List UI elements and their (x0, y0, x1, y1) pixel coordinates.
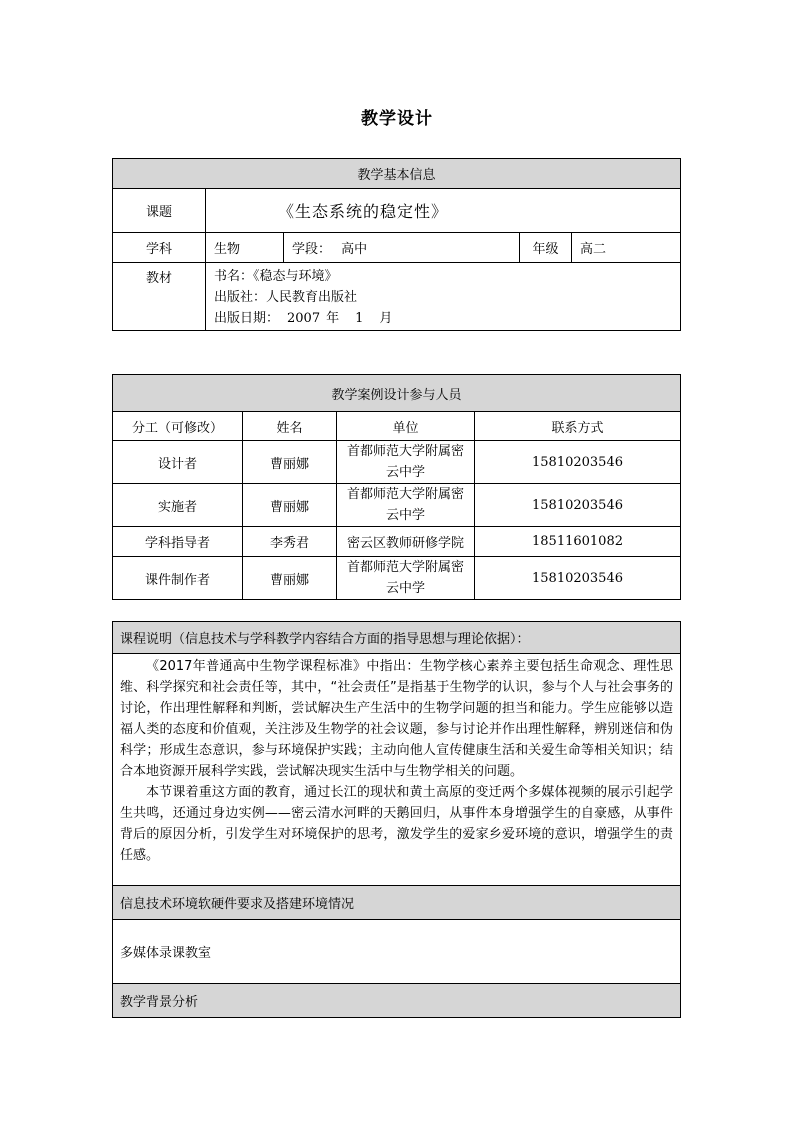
unit-line: 首都师范大学附属密 (346, 444, 464, 459)
textbook-label: 教材 (113, 263, 206, 331)
topic-value: 《生态系统的稳定性》 (206, 189, 681, 233)
course-description-body (113, 654, 681, 886)
topic-label: 课题 (113, 189, 206, 233)
grade-label: 年级 (520, 233, 572, 263)
unit-cell: 密云区教师研修学院 (337, 527, 475, 557)
grade-value: 高二 (572, 233, 681, 263)
phone-cell: 15810203546 (475, 441, 681, 484)
table-row (113, 527, 681, 557)
role-cell: 实施者 (113, 484, 243, 527)
basic-info-table (112, 158, 681, 331)
book-name: 书名：《稳态与环境》 (214, 269, 338, 284)
participants-header: 教学案例设计参与人员 (113, 375, 681, 412)
column-header: 分工（可修改） (113, 412, 243, 441)
stage-label: 学段： (292, 242, 332, 257)
role-cell: 课件制作者 (113, 557, 243, 600)
subject-value: 生物 (206, 233, 284, 263)
unit-cell (337, 441, 475, 484)
unit-line: 首都师范大学附属密 (346, 560, 464, 575)
course-paragraph-2: 本节课着重这方面的教育，通过长江的现状和黄土高原的变迁两个多媒体视频的展示引起学生共鸣，还通过身边实例——密云清水河畔的天鹅回归，从事件本身增强学生的自豪感，从事件背后的原因分析，引发学生对环境保护的思考，激发学生的爱家乡爱环境的意识，增强学生的责任感。 (120, 785, 673, 863)
unit-line: 首都师范大学附属密 (346, 487, 464, 502)
name-cell: 曹丽娜 (243, 484, 337, 527)
name-cell: 曹丽娜 (243, 441, 337, 484)
phone-cell: 15810203546 (475, 557, 681, 600)
publish-date (214, 308, 680, 329)
name-cell: 曹丽娜 (243, 557, 337, 600)
column-header: 联系方式 (475, 412, 681, 441)
course-paragraph-1: 《2017年普通高中生物学课程标准》中指出：生物学核心素养主要包括生命观念、理性思维、科学探究和社会责任等，其中，“社会责任”是指基于生物学的认识，参与个人与社会事务的讨论，作出理性解释和判断，尝试解决生产生活中的生物学问题的担当和能力。学生应能够以造福人类的态度和价值观，关注涉及生物学的社会议题，参与讨论并作出理性解释，辨别迷信和伪科学；形成生态意识，参与环境保护实践；主动向他人宣传健康生活和关爱生命等相关知识；结合本地资源开展科学实践，尝试解决现实生活中与生物学相关的问题。 (120, 659, 673, 779)
date-month-unit: 月 (379, 311, 393, 326)
subject-label: 学科 (113, 233, 206, 263)
role-cell: 学科指导者 (113, 527, 243, 557)
teaching-background-header: 教学背景分析 (113, 984, 681, 1018)
role-cell: 设计者 (113, 441, 243, 484)
phone-cell: 18511601082 (475, 527, 681, 557)
textbook-info (206, 263, 681, 331)
environment-header: 信息技术环境软硬件要求及搭建环境情况 (113, 886, 681, 920)
name-cell: 李秀君 (243, 527, 337, 557)
table-row (113, 557, 681, 600)
unit-line: 云中学 (385, 508, 425, 523)
date-month: 1 (355, 311, 364, 326)
basic-info-header: 教学基本信息 (113, 159, 681, 189)
publisher: 出版社：人民教育出版社 (214, 290, 358, 305)
date-label: 出版日期： (214, 311, 280, 326)
unit-cell (337, 484, 475, 527)
stage-cell (284, 233, 520, 263)
date-year: 2007 (287, 311, 321, 326)
course-description-table (112, 621, 681, 1018)
stage-value: 高中 (341, 242, 368, 257)
unit-line: 云中学 (385, 581, 425, 596)
participants-table (112, 374, 681, 600)
course-description-header: 课程说明（信息技术与学科教学内容结合方面的指导思想与理论依据）： (113, 622, 681, 654)
unit-cell (337, 557, 475, 600)
table-row (113, 484, 681, 527)
document-title: 教学设计 (361, 109, 433, 129)
environment-value: 多媒体录课教室 (113, 920, 681, 984)
date-year-unit: 年 (326, 311, 340, 326)
unit-line: 云中学 (385, 465, 425, 480)
table-row (113, 441, 681, 484)
column-header: 单位 (337, 412, 475, 441)
column-header: 姓名 (243, 412, 337, 441)
phone-cell: 15810203546 (475, 484, 681, 527)
